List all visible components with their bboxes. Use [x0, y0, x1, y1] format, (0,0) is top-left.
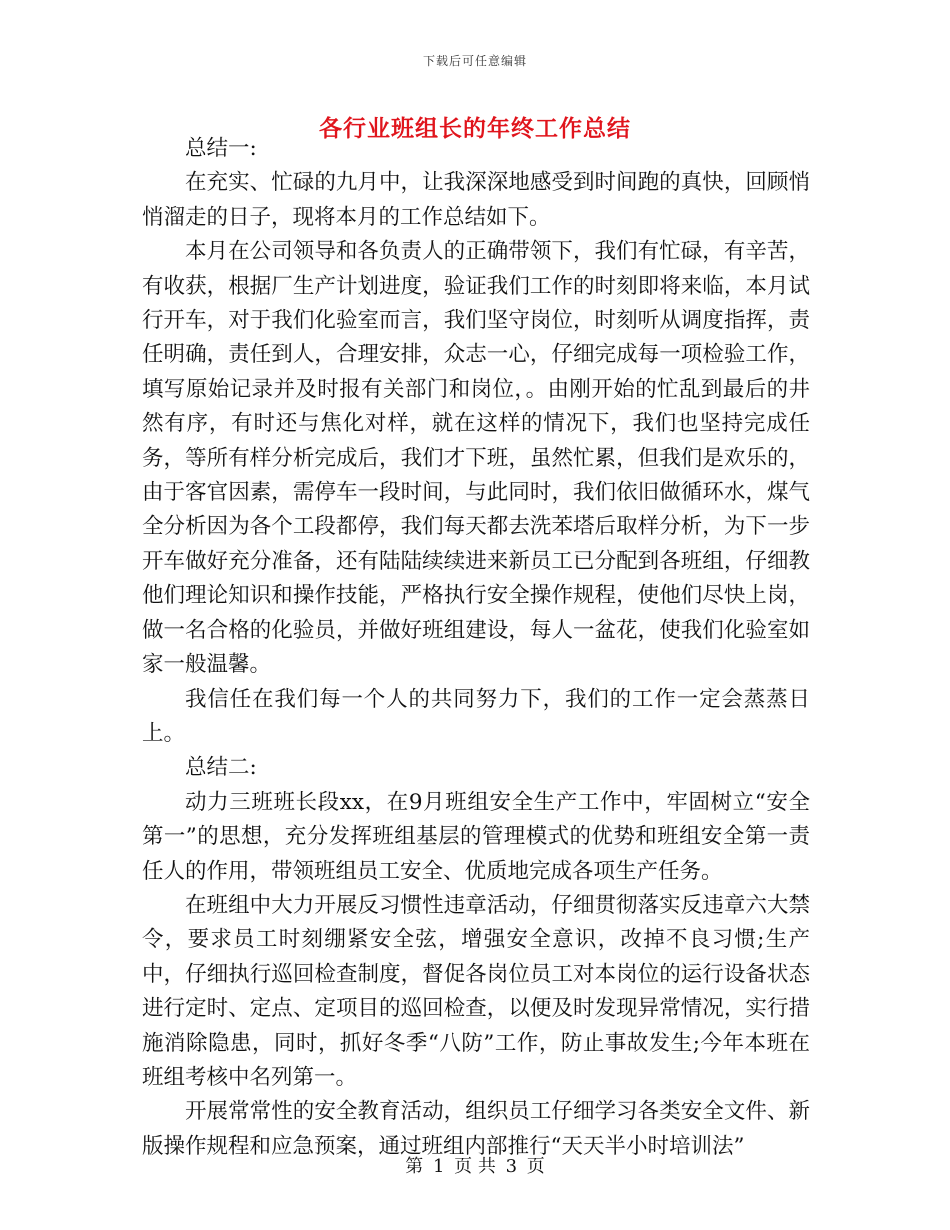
- page-suffix: 页: [526, 1156, 545, 1177]
- document-title: 各行业班组长的年终工作总结: [319, 115, 631, 142]
- paragraph: 在充实、忙碌的九月中，让我深深地感受到时间跑的真快，回顾悄悄溜走的日子，现将本月的工作总结如下。: [142, 170, 810, 230]
- paragraph: 我信任在我们每一个人的共同努力下，我们的工作一定会蒸蒸日上。: [142, 686, 810, 746]
- paragraph: 本月在公司领导和各负责人的正确带领下，我们有忙碌，有辛苦，有收获，根据厂生产计划进度，验证我们工作的时刻即将来临，本月试行开车，对于我们化验室而言，我们坚守岗位，时刻听从调度指挥，责任明确，责任到人，合理安排，众志一心，仔细完成每一项检验工作，填写原始记录并及时报有关部门和岗位，。由刚开始的忙乱到最后的井然有序，有时还与焦化对样，就在这样的情况下，我们也坚持完成任务，等所有样分析完成后，我们才下班，虽然忙累，但我们是欢乐的，由于客官因素，需停车一段时间，与此同时，我们依旧做循环水，煤气全分析因为各个工段都停，我们每天都去洗苯塔后取样分析，为下一步开车做好充分准备，还有陆陆续续进来新员工已分配到各班组，仔细教他们理论知识和操作技能，严格执行安全操作规程，使他们尽快上岗，做一名合格的化验员，并做好班组建设，每人一盆花，使我们化验室如家一般温馨。: [142, 239, 810, 678]
- paragraph-summary-two-heading: 总结二:: [185, 755, 257, 781]
- paragraph: 在班组中大力开展反习惯性违章活动，仔细贯彻落实反违章六大禁令，要求员工时刻绷紧安全弦，增强安全意识，改掉不良习惯;生产中，仔细执行巡回检查制度，督促各岗位员工对本岗位的运行设备状态进行定时、定点、定项目的巡回检查，以便及时发现异常情况，实行措施消除隐患，同时，抓好冬季“八防”工作，防止事故发生;今年本班在班组考核中名列第一。: [142, 892, 810, 1090]
- page-prefix: 第: [405, 1156, 424, 1177]
- paragraph-summary-one-heading: 总结一:: [185, 136, 257, 161]
- paragraph: 开展常常性的安全教育活动，组织员工仔细学习各类安全文件、新版操作规程和应急预案，通过班组内部推行“天天半小时培训法”: [142, 1099, 810, 1159]
- page-number: 1: [432, 1156, 445, 1177]
- header-note: 下载后可任意编辑: [422, 54, 527, 68]
- page-total: 3: [505, 1156, 518, 1177]
- page-middle: 页 共: [454, 1156, 496, 1177]
- page-footer: [0, 1152, 950, 1178]
- paragraph: 动力三班班长段xx，在9月班组安全生产工作中，牢固树立“安全第一”的思想，充分发挥班组基层的管理模式的优势和班组安全第一责任人的作用，带领班组员工安全、优质地完成各项生产任务。: [142, 789, 810, 884]
- document-body: [142, 132, 810, 1164]
